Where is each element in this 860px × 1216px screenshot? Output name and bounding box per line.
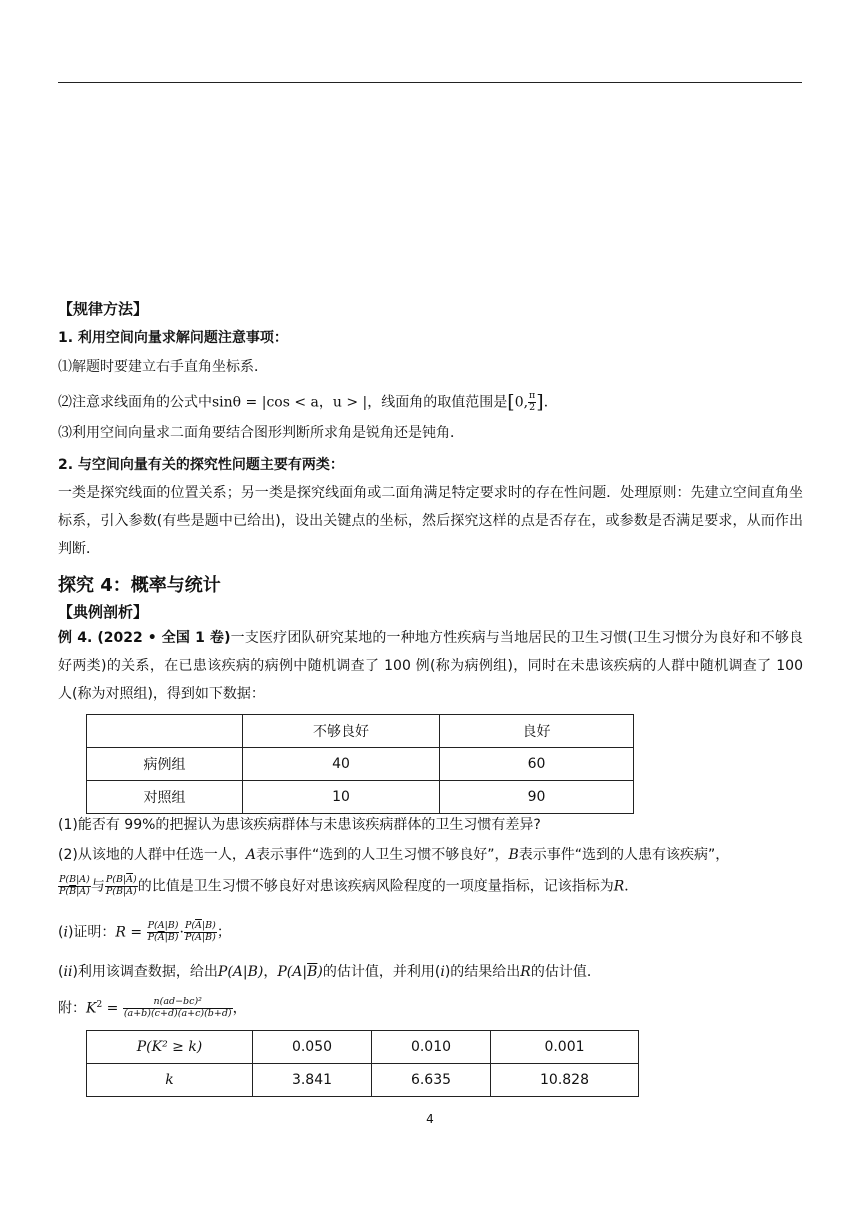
point-2-title: 2. 与空间向量有关的探究性问题主要有两类： bbox=[58, 457, 344, 473]
qii-text-c: )的结果给出 bbox=[444, 964, 521, 980]
qi-roman: i bbox=[63, 924, 68, 941]
prob-a-given-b: P(A|B) bbox=[217, 964, 264, 980]
item-2-text: ⑵注意求线面角的公式中 bbox=[58, 394, 212, 411]
fraction-numerator: P(A|B) bbox=[147, 920, 179, 931]
table-row bbox=[87, 748, 634, 781]
table-cell: 90 bbox=[440, 781, 634, 814]
table-header-cell: 不够良好 bbox=[243, 715, 440, 748]
q2-text-c: 表示事件“选到的人患有该疾病”， bbox=[518, 847, 730, 863]
point-1-title: 1. 利用空间向量求解问题注意事项： bbox=[58, 330, 288, 346]
r-symbol: R bbox=[613, 878, 625, 895]
appendix-label: 附： bbox=[58, 1000, 86, 1017]
question-1: (1)能否有 99%的把握认为患该疾病群体与未患该疾病群体的卫生习惯有差异? bbox=[58, 817, 541, 833]
example-4-paragraph bbox=[58, 624, 803, 708]
example-text: 一支医疗团队研究某地的一种地方性疾病与当地居民的卫生习惯(卫生习惯分为良好和不够良好两类)的关系，在已患该疾病的病例中随机调查了 100 例(称为病例组)，同时在未患该疾病的人群中随机调查了 100 人(称为对照组)，得到如下数据： bbox=[58, 630, 803, 702]
table-header-cell bbox=[87, 715, 243, 748]
k-squared: K bbox=[86, 1000, 97, 1017]
q2-text-a: (2)从该地的人群中任选一人， bbox=[58, 847, 246, 863]
q2-text-b: 表示事件“选到的人卫生习惯不够良好”， bbox=[255, 847, 509, 863]
table-cell: 0.010 bbox=[372, 1031, 491, 1064]
qii-ref-i: i bbox=[440, 964, 445, 980]
question-2-i bbox=[58, 921, 803, 944]
qii-text-d: 的估计值． bbox=[530, 964, 601, 980]
table-cell: 0.050 bbox=[253, 1031, 372, 1064]
table-cell: k bbox=[87, 1064, 253, 1097]
q2-text-d: 的比值是卫生习惯不够良好对患该疾病风险程度的一项度量指标，记该指标为 bbox=[137, 878, 614, 895]
point-1-item-1: ⑴解题时要建立右手直角坐标系． bbox=[58, 359, 268, 375]
qii-text-b: 的估计值，并利用( bbox=[322, 964, 441, 980]
point-1-item-2 bbox=[58, 391, 803, 414]
header-rule bbox=[58, 82, 802, 83]
table-cell: 0.001 bbox=[491, 1031, 639, 1064]
data-table bbox=[86, 714, 634, 814]
pi-denominator: 2 bbox=[529, 401, 536, 413]
appendix-formula bbox=[58, 997, 803, 1020]
q2-end: ． bbox=[624, 878, 639, 895]
fraction-denominator: P(B|A) bbox=[105, 885, 137, 897]
table-header-cell: 良好 bbox=[440, 715, 634, 748]
question-2-ii bbox=[58, 964, 803, 981]
table-row bbox=[87, 1031, 639, 1064]
angle-range-start: 0, bbox=[514, 394, 529, 411]
qi-open: ( bbox=[58, 924, 64, 941]
line-angle-formula: sinθ = |cos < a，u > | bbox=[212, 394, 368, 411]
qii-comma: ， bbox=[263, 964, 278, 980]
appendix-end: ， bbox=[232, 1000, 247, 1017]
event-a-symbol: A bbox=[245, 847, 256, 863]
qii-text-a: )利用该调查数据，给出 bbox=[72, 964, 218, 980]
ratio-fraction-2 bbox=[105, 875, 138, 898]
section-4-subtitle: 【典例剖析】 bbox=[58, 603, 149, 621]
table-cell: 10 bbox=[243, 781, 440, 814]
equals-sign: = bbox=[102, 1000, 119, 1017]
table-cell: P(K² ≥ k) bbox=[87, 1031, 253, 1064]
table-header-row bbox=[87, 715, 634, 748]
chi-square-fraction bbox=[123, 997, 233, 1020]
fraction-denominator: $P(\overline{A}|B)$ bbox=[147, 931, 179, 943]
angle-range: [ bbox=[507, 391, 515, 414]
table-cell: 病例组 bbox=[87, 748, 243, 781]
r-equals: R = bbox=[115, 924, 143, 941]
table-row bbox=[87, 1064, 639, 1097]
qi-label: )证明： bbox=[67, 924, 116, 941]
table-cell: 6.635 bbox=[372, 1064, 491, 1097]
question-2 bbox=[58, 847, 803, 864]
page-number: 4 bbox=[426, 1112, 434, 1126]
prob-a-given-not-b: $P(A|\overline{B})$ bbox=[277, 964, 323, 980]
item-2-mid-text: ，线面角的取值范围是 bbox=[367, 394, 508, 411]
fraction-numerator: $P(B|\overline{A})$ bbox=[105, 874, 137, 885]
qi-end: ； bbox=[216, 924, 231, 941]
multiply-dot: · bbox=[179, 924, 184, 941]
section-title-rules: 【规律方法】 bbox=[58, 300, 149, 318]
ratio-fraction-1 bbox=[58, 875, 91, 898]
example-label: 例 4. (2022 • 全国 1 卷) bbox=[58, 630, 231, 646]
fraction-denominator: (a+b)(c+d)(a+c)(b+d) bbox=[123, 1007, 232, 1019]
proof-fraction-2 bbox=[184, 921, 217, 944]
table-cell: 40 bbox=[243, 748, 440, 781]
table-cell: 60 bbox=[440, 748, 634, 781]
item-2-end: ． bbox=[543, 394, 558, 411]
critical-value-table bbox=[86, 1030, 639, 1097]
q2-with: 与 bbox=[90, 878, 105, 895]
qii-open: ( bbox=[58, 964, 64, 980]
question-2-definition bbox=[58, 875, 803, 898]
section-4-title: 探究 4：概率与统计 bbox=[58, 575, 221, 596]
fraction-denominator: P(A|B) bbox=[184, 931, 216, 943]
fraction-numerator: n(ad−bc)² bbox=[123, 997, 233, 1009]
event-b-symbol: B bbox=[508, 847, 519, 863]
point-1-item-3: ⑶利用空间向量求二面角要结合图形判断所求角是锐角还是钝角． bbox=[58, 425, 464, 441]
table-cell: 3.841 bbox=[253, 1064, 372, 1097]
qii-r-symbol: R bbox=[520, 964, 531, 980]
pi-numerator: π bbox=[529, 390, 536, 401]
fraction-denominator: $P(\overline{B}|A)$ bbox=[59, 885, 90, 897]
proof-fraction-1 bbox=[147, 921, 180, 944]
fraction-numerator: $P(\overline{A}|B)$ bbox=[184, 920, 216, 931]
angle-range-close: ] bbox=[536, 391, 544, 414]
table-cell: 10.828 bbox=[491, 1064, 639, 1097]
qii-roman: ii bbox=[63, 964, 73, 980]
point-2-body: 一类是探究线面的位置关系；另一类是探究线面角或二面角满足特定要求时的存在性问题．处理原则：先建立空间直角坐标系，引入参数(有些是题中已给出)，设出关键点的坐标，然后探究这样的点是否存在，或参数是否满足要求，从而作出判断． bbox=[58, 485, 803, 557]
table-row bbox=[87, 781, 634, 814]
k-squared-exponent: 2 bbox=[96, 999, 103, 1010]
table-cell: 对照组 bbox=[87, 781, 243, 814]
fraction-numerator: P(B|A) bbox=[59, 874, 90, 885]
